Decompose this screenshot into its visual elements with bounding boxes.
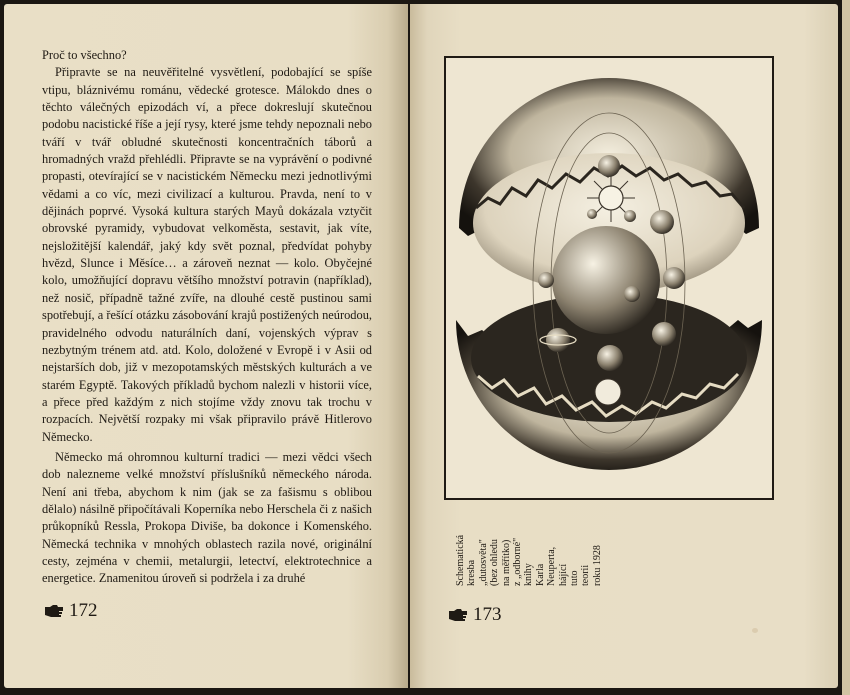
pointing-hand-icon	[448, 608, 468, 622]
book-edge	[842, 0, 850, 695]
caption-line: Neuperta,	[546, 546, 558, 586]
caption-line: na měřítko)	[500, 539, 512, 586]
caption-line: z „odborné"	[512, 537, 524, 586]
left-page	[4, 4, 408, 688]
caption-line: (bez ohledu	[489, 539, 501, 586]
caption-line: teorii	[580, 564, 592, 586]
page-number: 173	[473, 604, 502, 625]
caption-line: Schematická	[455, 534, 466, 586]
paragraph: Německo má ohromnou kulturní tradici — mezi vědci všech dob nalezneme velké množství příslušníků německého národa. Není ani třeba, abychom k nim (jak se za fašismu s oblibou dělalo) násilně připočítávali Koperníka nebo Herschela či z našich průkopníků Ressla, Prokopa Diviše, ba dokonce i Komenského. Německá technika v mnohých oblastech razila nové, originální cesty, zejména v chemii, metalurgii, letectví, elektrotechnice a energetice. Znamenitou úroveň si podržela i za druhé	[42, 449, 372, 586]
section-heading: Proč to všechno?	[42, 48, 127, 62]
paper-stain	[752, 628, 758, 633]
page-number-right	[448, 604, 502, 626]
paragraph: Připravte se na neuvěřitelné vysvětlení, podobající se spíše vtipu, bláznivému románu, vědecké grotesce. Málokdo dnes o těchto válečných epizodách ví, a přece dokreslují skutečnou podobu nacistické říše a její rysy, které jsme tehdy nepoznali nebo tváří v tvář obludné skutečnosti koncentračních táborů a hromadných vražd přehlédli. Připravte se na vyprávění o podivné propasti, otevírající se v nacistickém Německu mezi jednotlivými vědami a co víc, mezi civilizací a kulturou. Pravda, není to v dějinách poprvé. Vysoká kultura starých Mayů dokázala vztyčit obrovské pyramidy, vybudovat velkoměsta, sestavit, jak víte, nejsložitější kalendář, jaký kdy svět poznal, předvídat pohyby hvězd, Slunce i Měsíce… a zároveň neznat — kolo. Obyčejné kolo, umožňující dopravu většího množství potravin (například), než nosič, případně tažné zvíře, na dlouhé cestě pustinou sami spotřebují, a řešící otázku zásobování krajů postižených neúrodou, pravidelného odvodu naturálních daní, vojenských výprav s nezbytným trénem atd. atd. Kolo, doložené v Evropě i v Asii od nejstarších dob, již v mezopotamských městských kulturách a ve starém Egyptě. Takových příkladů bychom nalezli v historii více, a přece před každým z nich stojíme vždy znovu tak trochu v rozpacích. Největší rozpaky mi však připravilo právě Hitlerovo Německo.	[42, 65, 372, 444]
page-number: 172	[69, 600, 98, 621]
caption-line: Karla	[534, 563, 546, 586]
hollow-earth-illustration	[444, 56, 774, 500]
pointing-hand-icon	[44, 604, 64, 618]
caption-line: roku 1928	[591, 545, 603, 586]
caption-line: tuto	[569, 570, 581, 586]
caption-line: „dutosvěta"	[477, 539, 489, 586]
hollow-earth-drawing	[446, 58, 772, 498]
caption-line: knihy	[523, 563, 535, 586]
figure-caption	[455, 506, 603, 586]
caption-line: hájící	[557, 563, 569, 586]
left-page-text	[42, 47, 372, 588]
page-number-left	[44, 600, 98, 622]
caption-line: kresba	[466, 559, 478, 586]
